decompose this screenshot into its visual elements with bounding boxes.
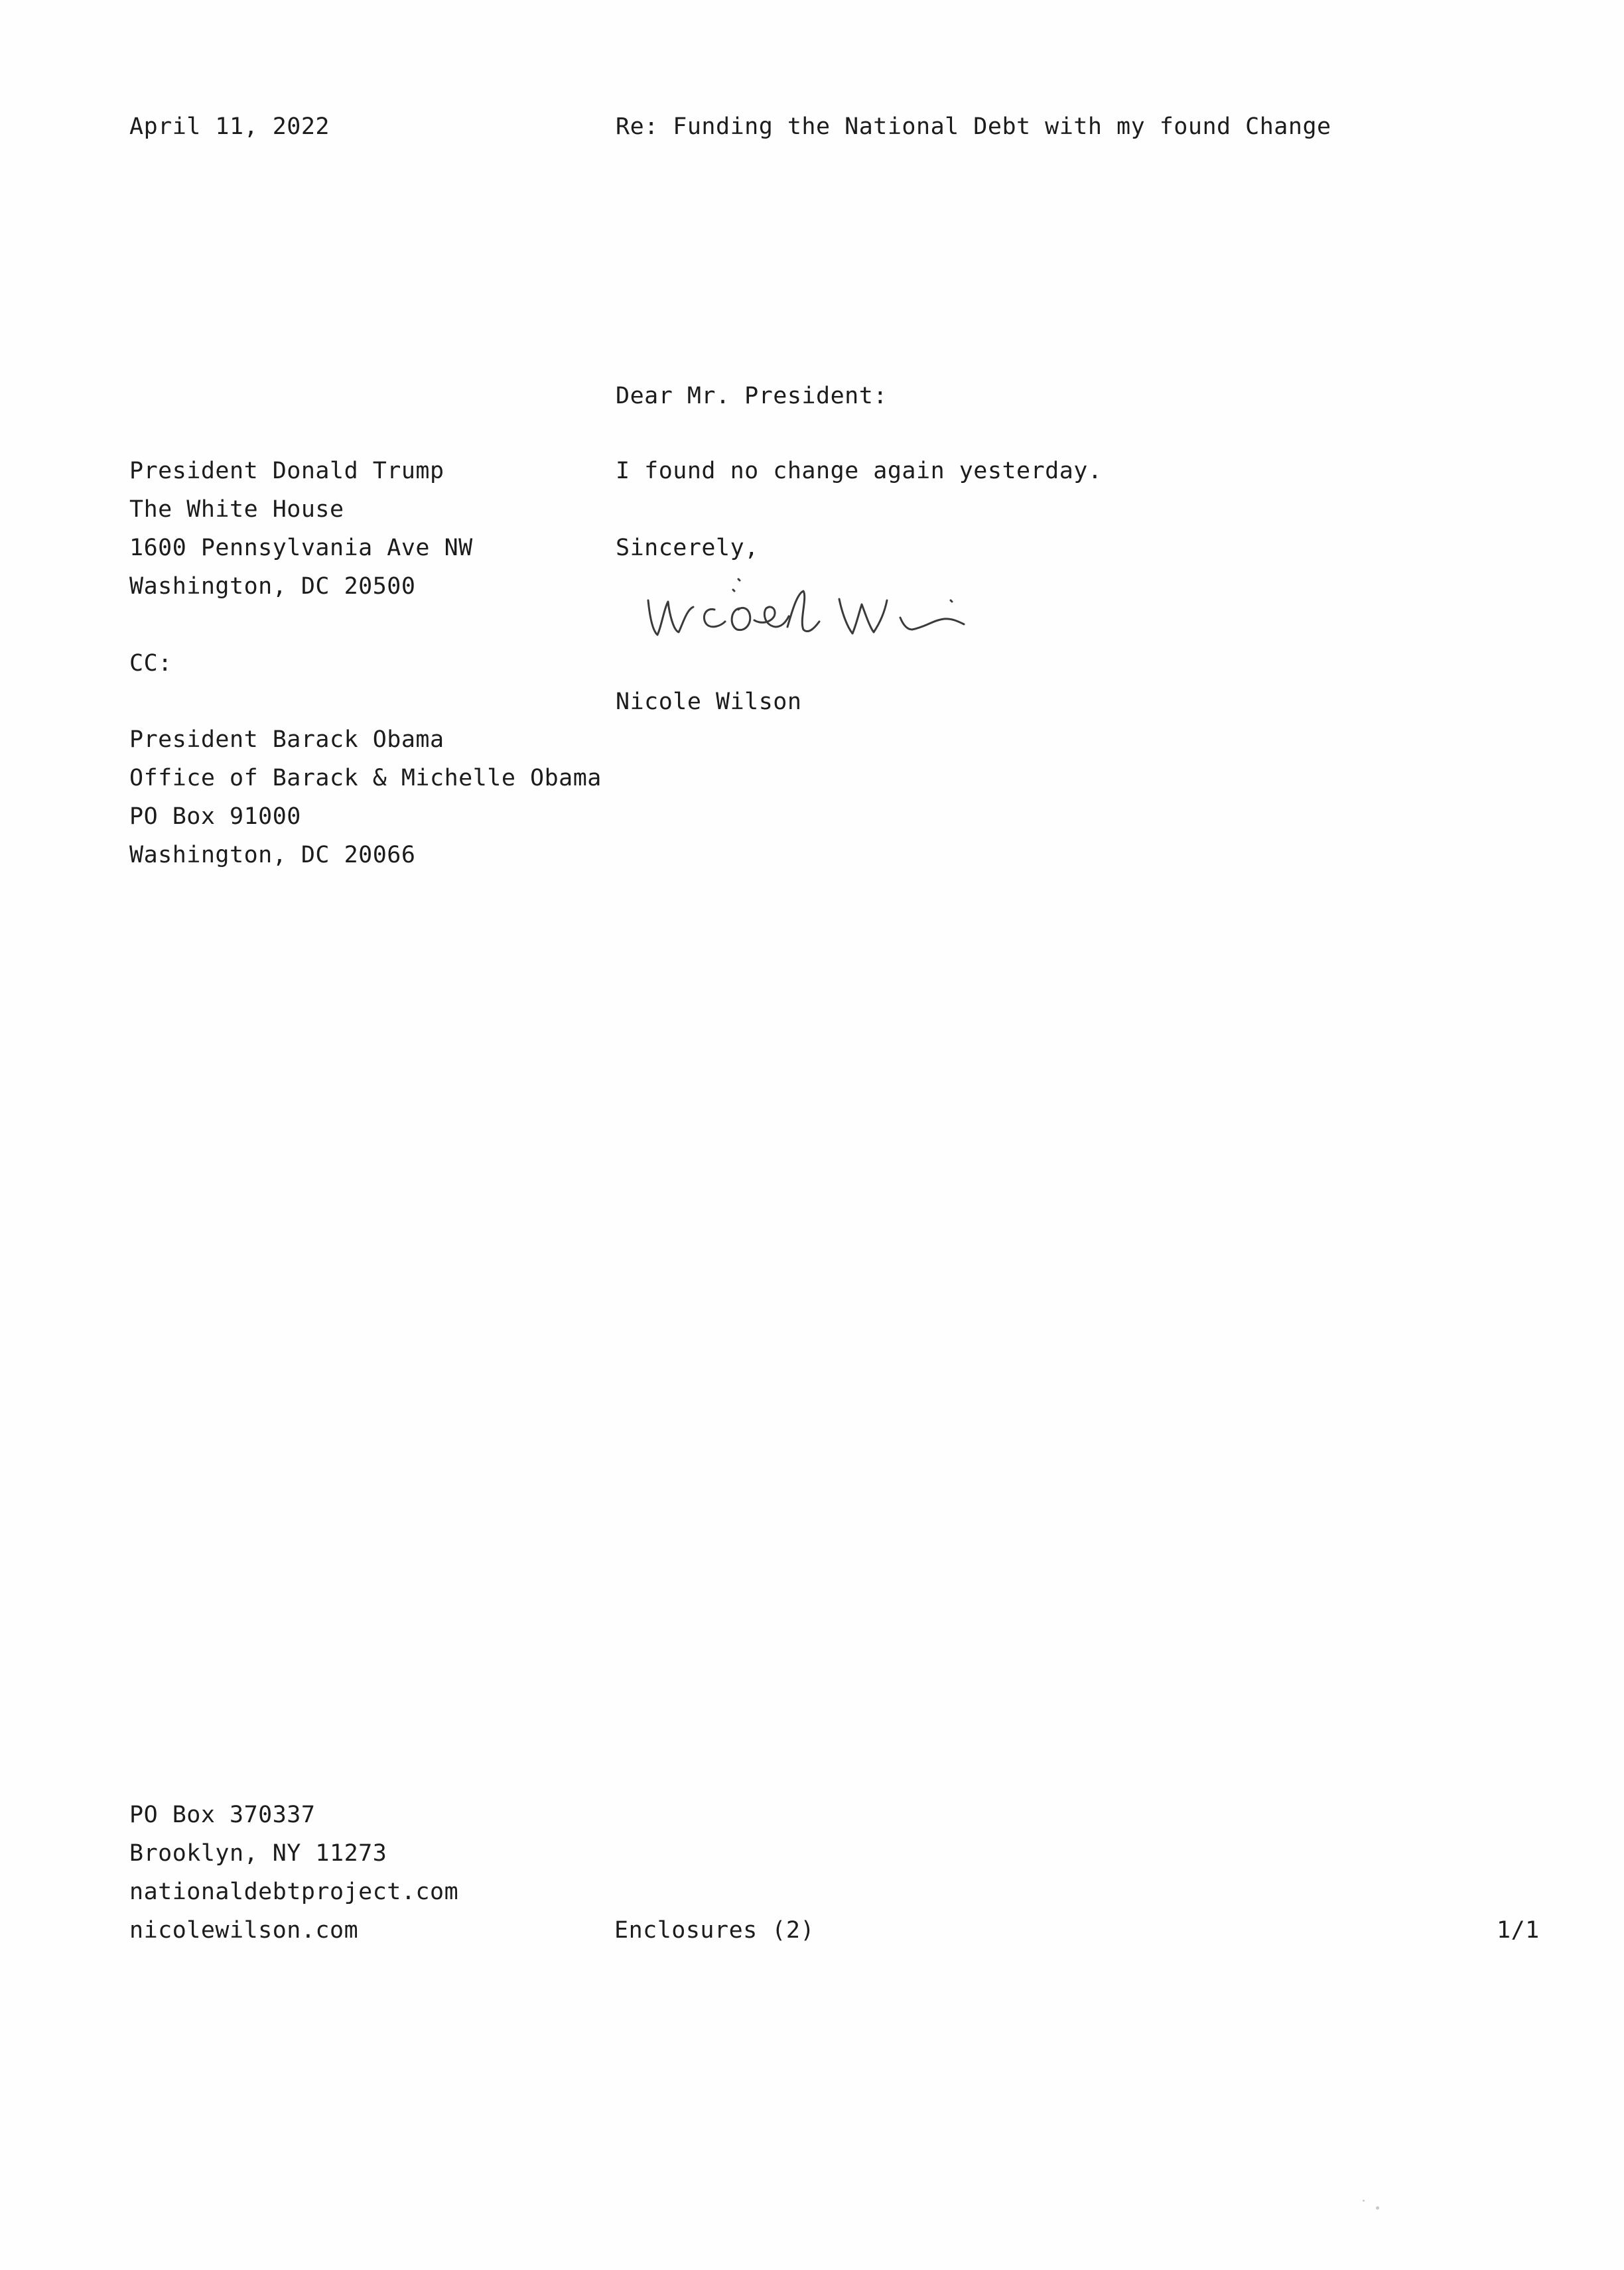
handwritten-signature-icon — [640, 561, 979, 650]
cc-recipient-address — [129, 720, 602, 874]
scan-speck — [1376, 2206, 1379, 2210]
cc-recipient-line: Washington, DC 20066 — [129, 842, 416, 868]
cc-recipient-line: PO Box 91000 — [129, 803, 301, 830]
sender-city: Brooklyn, NY 11273 — [129, 1840, 387, 1867]
cc-recipient-name: President Barack Obama — [129, 726, 444, 753]
letter-subject: Re: Funding the National Debt with my found Change — [616, 113, 1331, 140]
signer-name: Nicole Wilson — [616, 689, 802, 715]
recipient-name: President Donald Trump — [129, 458, 444, 484]
recipient-line: Washington, DC 20500 — [129, 573, 416, 600]
recipient-line: 1600 Pennsylvania Ave NW — [129, 535, 473, 561]
sender-po-box: PO Box 370337 — [129, 1802, 316, 1828]
enclosures-note: Enclosures (2) — [614, 1917, 815, 1944]
cc-recipient-line: Office of Barack & Michelle Obama — [129, 765, 602, 791]
recipient-address — [129, 452, 473, 606]
sender-address — [129, 1796, 458, 1950]
sender-website: nicolewilson.com — [129, 1917, 359, 1944]
scan-speck — [1363, 2200, 1365, 2202]
letter-closing: Sincerely, — [616, 535, 759, 561]
letter-body: I found no change again yesterday. — [616, 458, 1103, 484]
cc-label: CC: — [129, 650, 172, 677]
recipient-line: The White House — [129, 496, 344, 523]
salutation: Dear Mr. President: — [616, 383, 888, 409]
letter-date: April 11, 2022 — [129, 113, 330, 140]
sender-website: nationaldebtproject.com — [129, 1879, 459, 1905]
page-number: 1/1 — [1497, 1917, 1540, 1944]
